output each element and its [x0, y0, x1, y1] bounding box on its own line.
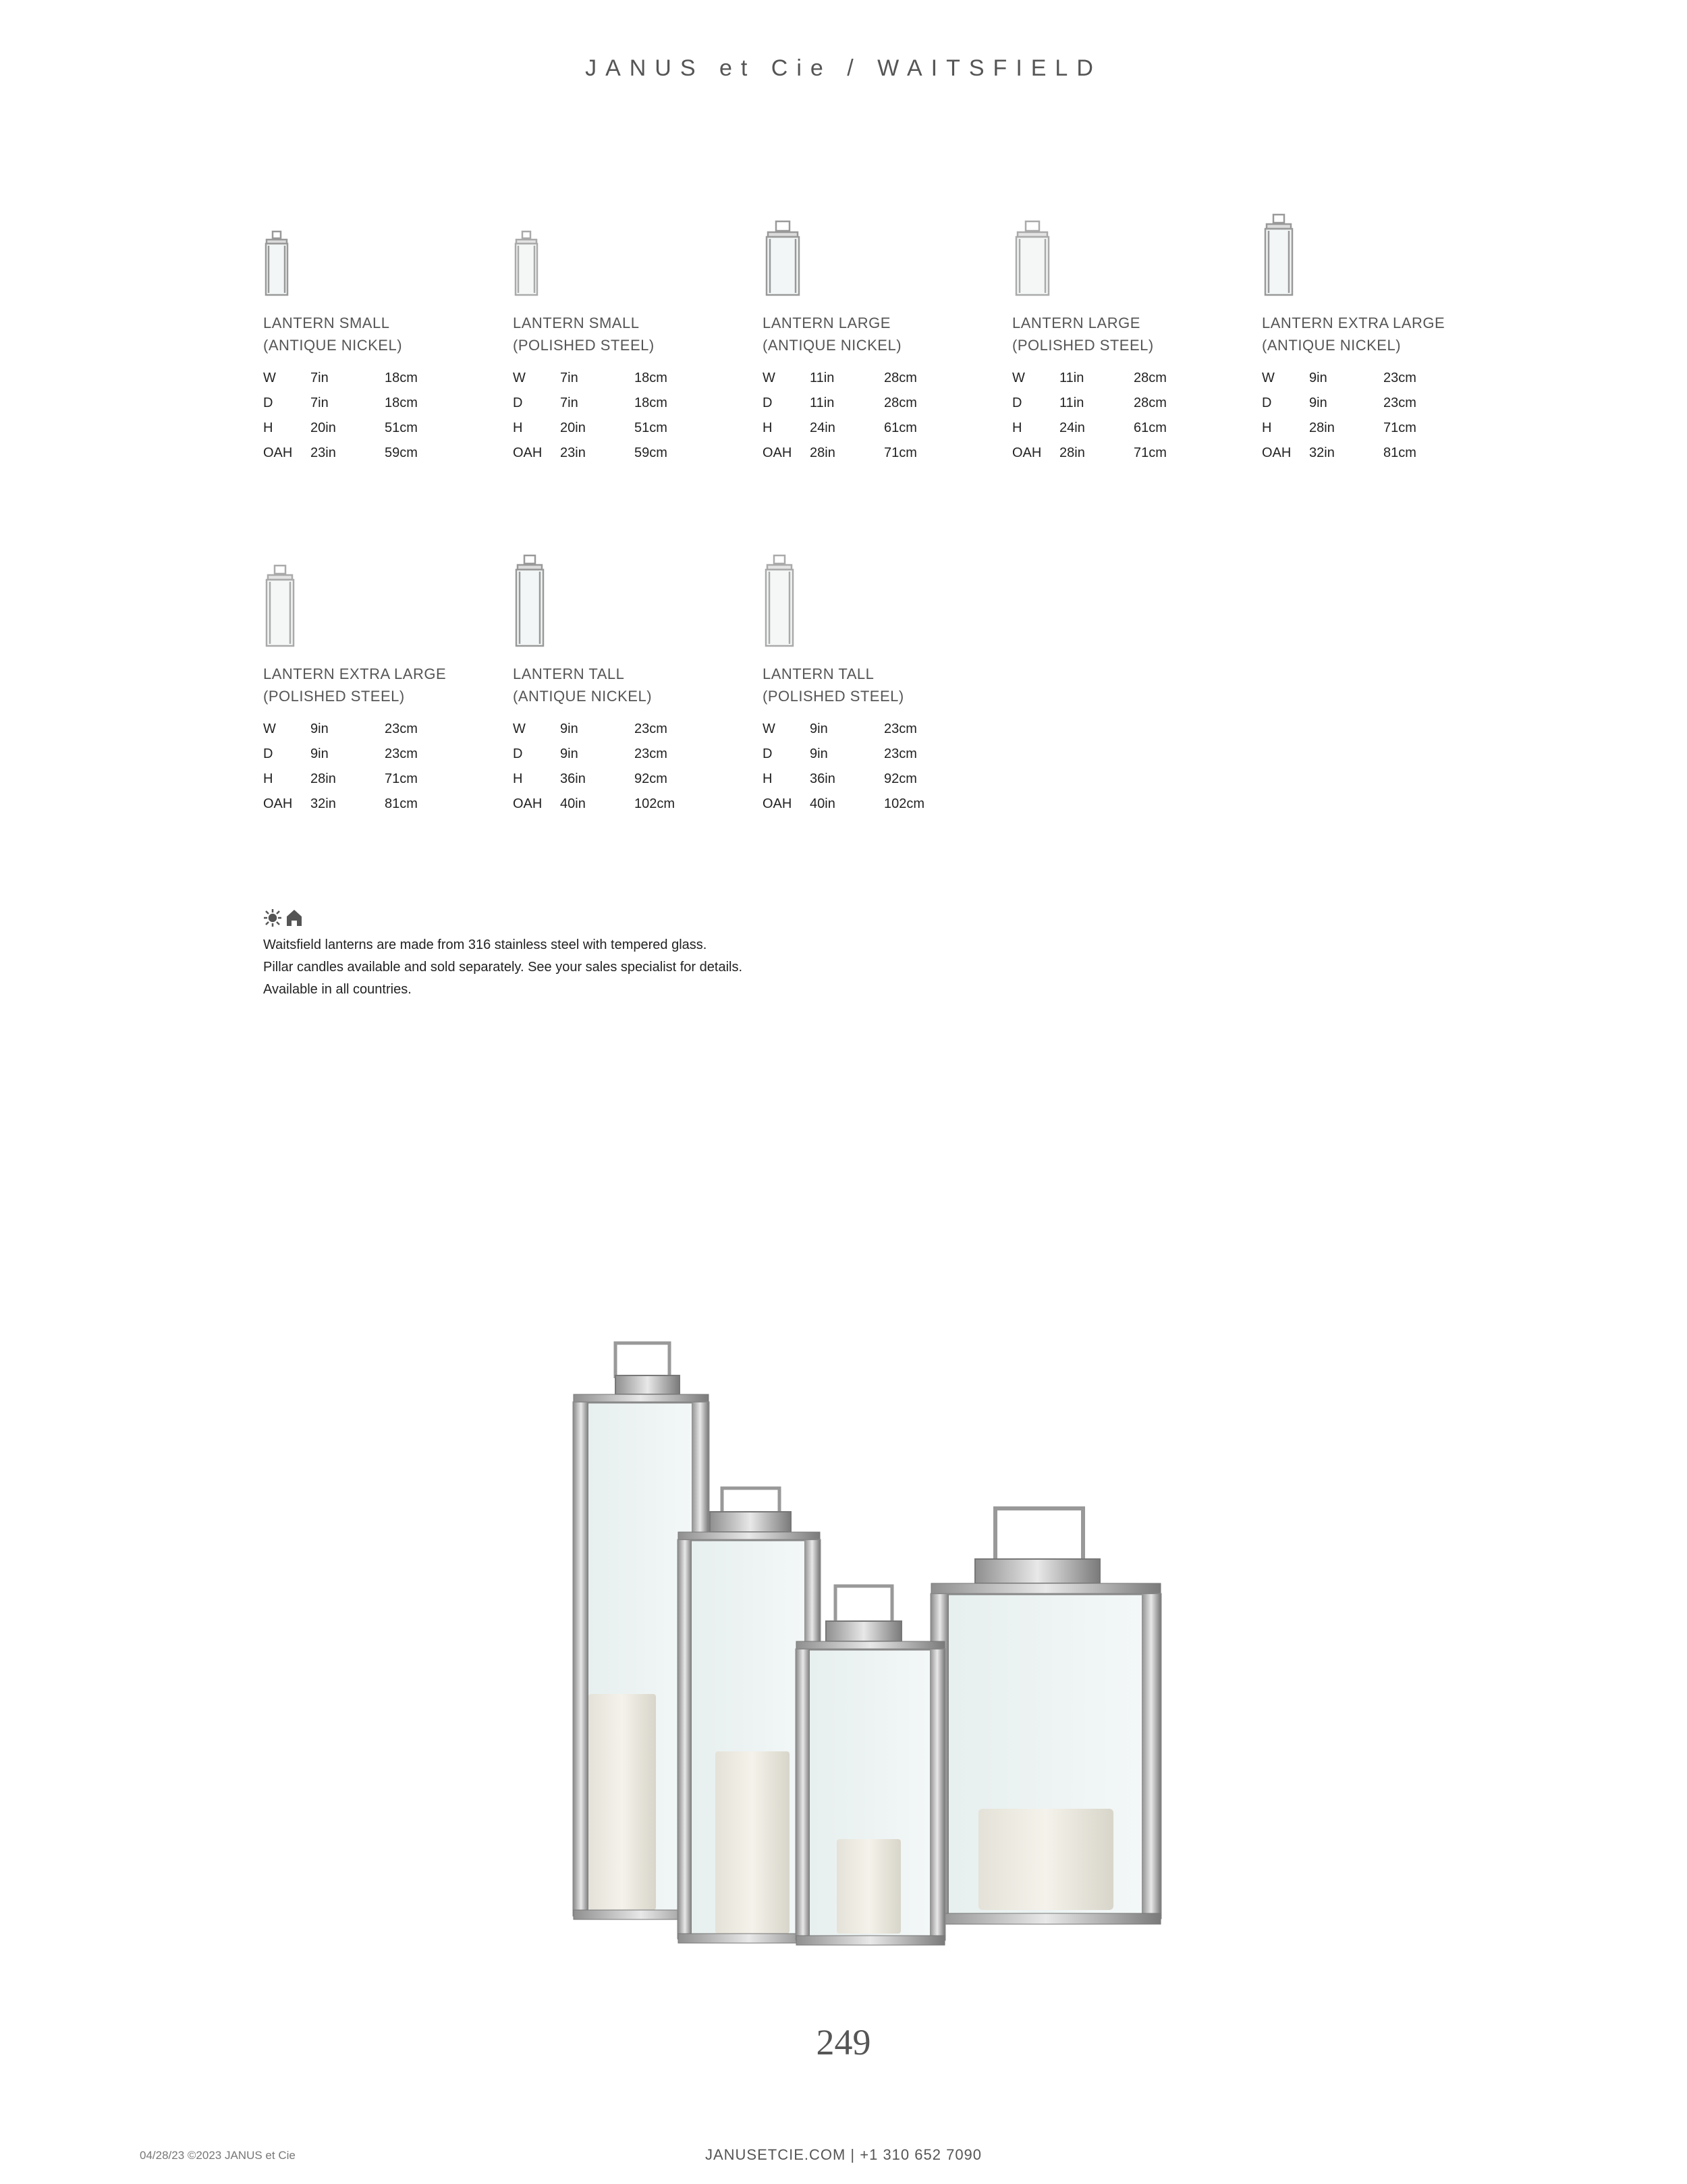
page-number: 249	[816, 2022, 871, 2063]
lantern-group-photo	[553, 1336, 1174, 1974]
dimension-row: W 9in 23cm	[263, 721, 418, 736]
dimension-row: OAH 40in 102cm	[763, 796, 925, 811]
dimension-row: D 9in 23cm	[263, 746, 418, 761]
page-header-title: JANUS et Cie / WAITSFIELD	[585, 55, 1102, 81]
product-card	[263, 202, 493, 466]
product-card	[263, 553, 493, 817]
dimension-row: H 20in 51cm	[513, 420, 667, 435]
product-name: LANTERN LARGE (POLISHED STEEL)	[1012, 315, 1154, 354]
lantern-thumbnail	[513, 553, 742, 648]
dimension-row: H 28in 71cm	[263, 771, 418, 786]
dimensions-table	[513, 717, 702, 817]
dimensions-table	[513, 366, 702, 466]
lantern-thumbnail	[513, 202, 742, 297]
dimensions-table	[263, 717, 452, 817]
product-card	[763, 202, 992, 466]
dimensions-table	[263, 366, 452, 466]
sun-icon	[263, 908, 282, 935]
product-name: LANTERN SMALL (ANTIQUE NICKEL)	[263, 315, 403, 354]
house-icon	[286, 909, 302, 934]
lantern-thumbnail	[763, 553, 992, 648]
footer-contact: JANUSETCIE.COM | +1 310 652 7090	[704, 2146, 983, 2163]
product-name: LANTERN TALL (POLISHED STEEL)	[763, 665, 904, 705]
lantern-thumbnail	[263, 553, 493, 648]
lantern-thumbnail	[1262, 202, 1491, 297]
lantern-thumbnail	[263, 202, 493, 297]
dimension-row: D 7in 18cm	[513, 395, 667, 410]
product-name: LANTERN LARGE (ANTIQUE NICKEL)	[763, 315, 902, 354]
dimensions-table	[1262, 366, 1451, 466]
dimension-row: OAH 23in 59cm	[513, 445, 667, 460]
notes-line: Waitsfield lanterns are made from 316 stainless steel with tempered glass.	[263, 937, 707, 952]
dimension-row: D 9in 23cm	[1262, 395, 1416, 410]
dimension-row: D 9in 23cm	[763, 746, 917, 761]
dimension-row: W 11in 28cm	[763, 371, 917, 385]
product-card	[513, 553, 742, 817]
dimension-row: H 20in 51cm	[263, 420, 418, 435]
dimension-row: H 36in 92cm	[763, 771, 917, 786]
dimension-row: W 7in 18cm	[513, 371, 667, 385]
lantern-thumbnail	[763, 202, 992, 297]
dimension-row: D 11in 28cm	[763, 395, 917, 410]
notes-line: Available in all countries.	[263, 982, 412, 997]
dimension-row: H 24in 61cm	[763, 420, 917, 435]
dimension-row: OAH 23in 59cm	[263, 445, 418, 460]
dimension-row: OAH 28in 71cm	[763, 445, 917, 460]
dimensions-table	[763, 366, 951, 466]
dimension-row: D 9in 23cm	[513, 746, 667, 761]
product-card	[763, 553, 992, 817]
dimension-row: OAH 32in 81cm	[263, 796, 418, 811]
product-card	[513, 202, 742, 466]
dimension-row: H 28in 71cm	[1262, 420, 1416, 435]
dimension-row: W 11in 28cm	[1012, 371, 1167, 385]
dimensions-table	[763, 717, 951, 817]
footer-date-copyright: 04/28/23 ©2023 JANUS et Cie	[140, 2149, 296, 2162]
dimension-row: H 24in 61cm	[1012, 420, 1167, 435]
dimension-row: D 11in 28cm	[1012, 395, 1167, 410]
dimension-row: W 9in 23cm	[763, 721, 917, 736]
dimension-row: OAH 32in 81cm	[1262, 445, 1416, 460]
notes-line: Pillar candles available and sold separately. See your sales specialist for details.	[263, 960, 743, 975]
dimension-row: W 7in 18cm	[263, 371, 418, 385]
dimension-row: D 7in 18cm	[263, 395, 418, 410]
product-name: LANTERN EXTRA LARGE (POLISHED STEEL)	[263, 665, 447, 705]
lantern-thumbnail	[1012, 202, 1242, 297]
dimension-row: OAH 28in 71cm	[1012, 445, 1167, 460]
dimension-row: W 9in 23cm	[513, 721, 667, 736]
product-card	[1262, 202, 1491, 466]
dimension-row: W 9in 23cm	[1262, 371, 1416, 385]
dimensions-table	[1012, 366, 1201, 466]
product-name: LANTERN SMALL (POLISHED STEEL)	[513, 315, 655, 354]
dimension-row: H 36in 92cm	[513, 771, 667, 786]
product-name: LANTERN EXTRA LARGE (ANTIQUE NICKEL)	[1262, 315, 1445, 354]
extra-large-lantern	[931, 1508, 1161, 1924]
product-card	[1012, 202, 1242, 466]
dimension-row: OAH 40in 102cm	[513, 796, 675, 811]
product-name: LANTERN TALL (ANTIQUE NICKEL)	[513, 665, 653, 705]
feature-icons	[263, 911, 742, 931]
product-notes	[263, 911, 742, 1001]
